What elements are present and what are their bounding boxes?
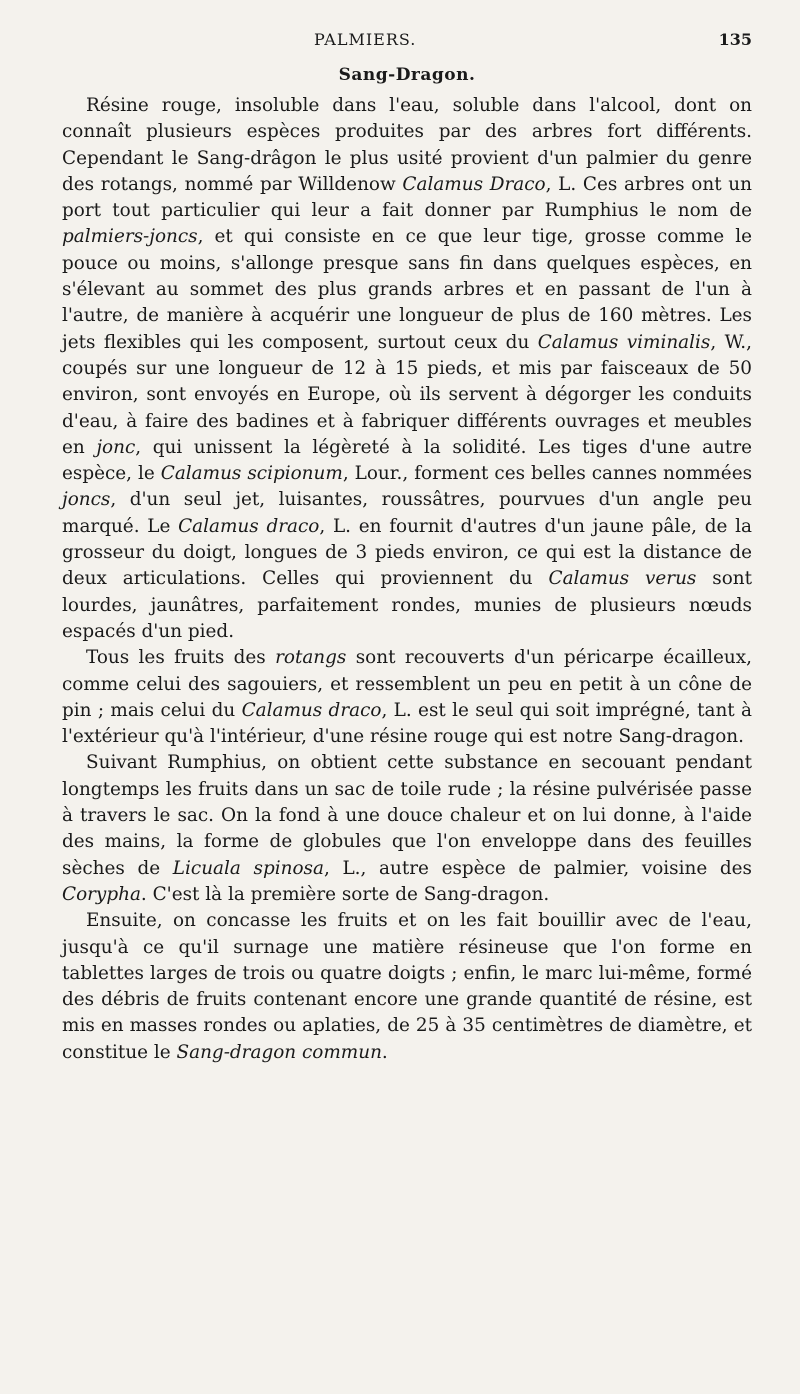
paragraph — [62, 750, 752, 908]
paragraph — [62, 93, 752, 645]
text-run: Tous les fruits des — [86, 647, 276, 669]
text-run: Suivant Rumphius, on obtient cette substance en secouant pendant longtemps les fruits dans un sac de toile rude ; la résine pulvérisée passe à travers le sac. On la fond à une douce chaleur et on lui donne, à l'aide des mains, la forme de globules que l'on enveloppe dans des feuilles sèches de — [62, 752, 752, 879]
paragraph — [62, 908, 752, 1066]
text-run: , et qui consiste en ce que leur tige, grosse comme le pouce ou moins, s'allonge presque sans fin dans quelques espèces, en s'élevant au sommet des plus grands arbres et en passant de l'un à l'autre, de manière à acquérir une longueur de plus de 160 mètres. Les jets flexibles qui les composent, surtout ceux du — [62, 226, 752, 353]
italic-term: Calamus draco — [178, 515, 320, 537]
text-run: , Lour., forment ces belles cannes nommées — [342, 463, 753, 485]
running-title: PALMIERS. — [314, 30, 417, 49]
text-run: . C'est là la première sorte de Sang-dragon. — [140, 883, 550, 905]
italic-term: Sang-dragon commun — [176, 1041, 382, 1063]
text-run: , d'un seul jet, luisantes, roussâtres, pourvues d'un angle peu marqué. Le — [62, 489, 752, 537]
italic-term: palmiers-joncs — [62, 226, 198, 248]
paragraph — [62, 645, 752, 750]
text-run: Ensuite, on concasse les fruits et on les fait bouillir avec de l'eau, jusqu'à ce qu'il surnage une matière résineuse que l'on forme en tablettes larges de trois ou quatre doigts ; enfin, le marc lui-même, formé des débris de fruits contenant encore une grande quantité de résine, est mis en masses rondes ou aplaties, de 25 à 35 centimètres de diamètre, et constitue le — [62, 910, 752, 1063]
body-text — [62, 93, 752, 1066]
text-run: sont recouverts d'un péricarpe écailleux, comme celui des sagouiers, et ressemblent un peu en petit à un cône de pin ; mais celui du — [62, 647, 752, 721]
italic-term: Calamus verus — [548, 568, 697, 590]
page-number: 135 — [718, 30, 752, 49]
section-title: Sang-Dragon. — [338, 65, 476, 85]
italic-term: jonc — [96, 436, 136, 458]
text-run: , L., autre espèce de palmier, voisine des — [323, 857, 752, 879]
text-run: . — [381, 1041, 388, 1063]
text-run: Résine rouge, insoluble dans l'eau, soluble dans l'alcool, dont on connaît plusieurs espèces produites par des arbres fort différents. Cependant le Sang-drâgon le plus usité provient d'un palmier du genre des rotangs, nommé par Willdenow — [62, 95, 752, 195]
text-run: , W., coupés sur une longueur de 12 à 15 pieds, et mis par faisceaux de 50 environ, sont envoyés en Europe, où ils servent à dégorger les conduits d'eau, à faire des badines et à fabriquer différents ouvrages et meubles en — [62, 331, 753, 458]
text-run: , L. Ces arbres ont un port tout particulier qui leur a fait donner par Rumphius le nom de — [62, 173, 752, 222]
italic-term: rotangs — [275, 647, 347, 669]
text-run: , qui unissent la légèreté à la solidité. Les tiges d'une autre espèce, le — [62, 436, 752, 485]
italic-term: Calamus draco — [241, 699, 382, 721]
italic-term: Calamus scipionum — [160, 463, 343, 485]
italic-term: Corypha — [62, 883, 141, 905]
text-run: sont lourdes, jaunâtres, parfaitement rondes, munies de plusieurs nœuds espacés d'un pied. — [62, 568, 753, 642]
italic-term: Calamus Draco — [402, 173, 546, 195]
text-run: , L. est le seul qui soit imprégné, tant à l'extérieur qu'à l'intérieur, d'une résine rouge qui est notre Sang-dragon. — [62, 699, 752, 748]
text-run: , L. en fournit d'autres d'un jaune pâle, de la grosseur du doigt, longues de 3 pieds environ, ce qui est la distance de deux articulations. Celles qui proviennent du — [62, 515, 752, 590]
running-header — [62, 30, 752, 49]
italic-term: joncs — [62, 489, 111, 511]
italic-term: Calamus viminalis — [537, 331, 711, 353]
italic-term: Licuala spinosa — [172, 857, 324, 879]
